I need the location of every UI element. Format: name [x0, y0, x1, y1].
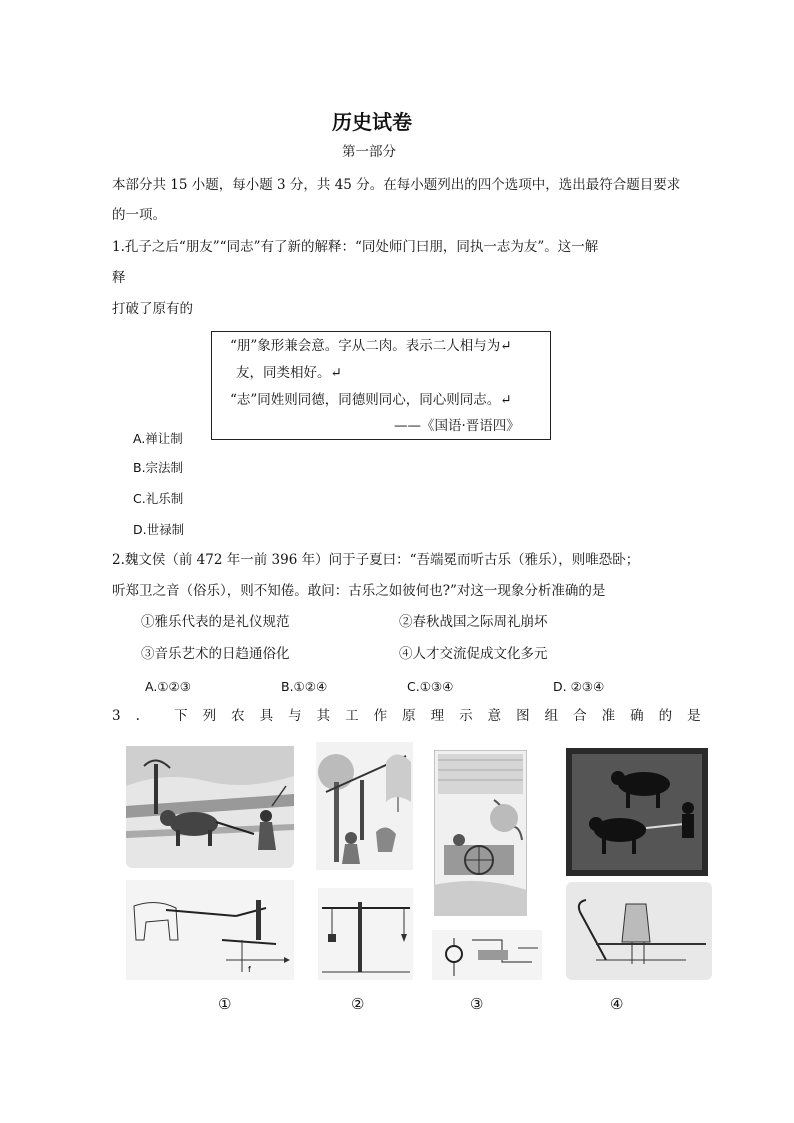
quote-line-2: 友，同类相好。↵: [236, 365, 342, 381]
section-heading: 第一部分: [342, 144, 396, 160]
q1-stem-line-2: 释: [112, 270, 126, 286]
q1-option-a: A.禅让制: [133, 431, 183, 446]
q1-stem-line-1: 1.孔子之后“朋友”“同志”有了新的解释：“同处师门曰朋，同执一志为友”。这一解: [112, 239, 599, 255]
lever-diagram: [318, 888, 413, 980]
q2-item-4: ④人才交流促成文化多元: [399, 646, 548, 662]
q3-stem: 3. 下列农具与其工作原理示意图组合准确的是: [112, 708, 716, 724]
q2-option-a: A.①②③: [145, 679, 191, 694]
plow-force-diagram: [126, 880, 294, 980]
page-title: 历史试卷: [332, 110, 412, 134]
svg-text:f: f: [248, 965, 251, 974]
q2-stem-line-2: 听郑卫之音（俗乐），则不知倦。敢问：古乐之如彼何也?”对这一现象分析准确的是: [112, 583, 606, 599]
q2-stem-line-1: 2.魏文侯（前 472 年一前 396 年）问于子夏曰：“吾端冕而听古乐（雅乐），则唯恐卧；: [112, 552, 640, 568]
q1-option-d: D.世禄制: [133, 522, 185, 537]
pulley-diagram: [432, 930, 542, 980]
q3-label-3: ③: [470, 995, 484, 1013]
plowing-illustration: [126, 746, 294, 868]
q2-option-d: D. ②③④: [553, 679, 605, 694]
q2-item-1: ①雅乐代表的是礼仪规范: [141, 614, 290, 630]
instructions-line-1: 本部分共 15 小题，每小题 3 分，共 45 分。在每小题列出的四个选项中，选出最符合题目要求: [112, 177, 681, 193]
q2-option-c: C.①③④: [407, 679, 454, 694]
q1-option-c: C.礼乐制: [133, 491, 184, 506]
q2-option-b: B.①②④: [281, 679, 328, 694]
seed-drill-diagram: [566, 882, 712, 980]
q2-item-3: ③音乐艺术的日趋通俗化: [141, 646, 290, 662]
instructions-line-2: 的一项。: [112, 207, 166, 223]
q3-label-1: ①: [218, 995, 232, 1013]
q1-option-b: B.宗法制: [133, 460, 184, 475]
waterwheel-illustration: [434, 750, 527, 916]
q1-stem-line-3: 打破了原有的: [112, 301, 193, 317]
q3-label-4: ④: [610, 995, 624, 1013]
well-sweep-illustration: [316, 742, 413, 870]
quote-source: ——《国语·晋语四》: [394, 418, 520, 434]
ox-plow-rubbing-illustration: [566, 748, 708, 876]
quote-box: [211, 331, 551, 440]
q3-label-2: ②: [351, 995, 365, 1013]
q2-item-2: ②春秋战国之际周礼崩坏: [399, 614, 548, 630]
quote-line-1: “朋”象形兼会意。字从二肉。表示二人相与为↵: [230, 338, 512, 354]
quote-line-3: “志”同姓则同德，同德则同心，同心则同志。↵: [230, 392, 512, 408]
